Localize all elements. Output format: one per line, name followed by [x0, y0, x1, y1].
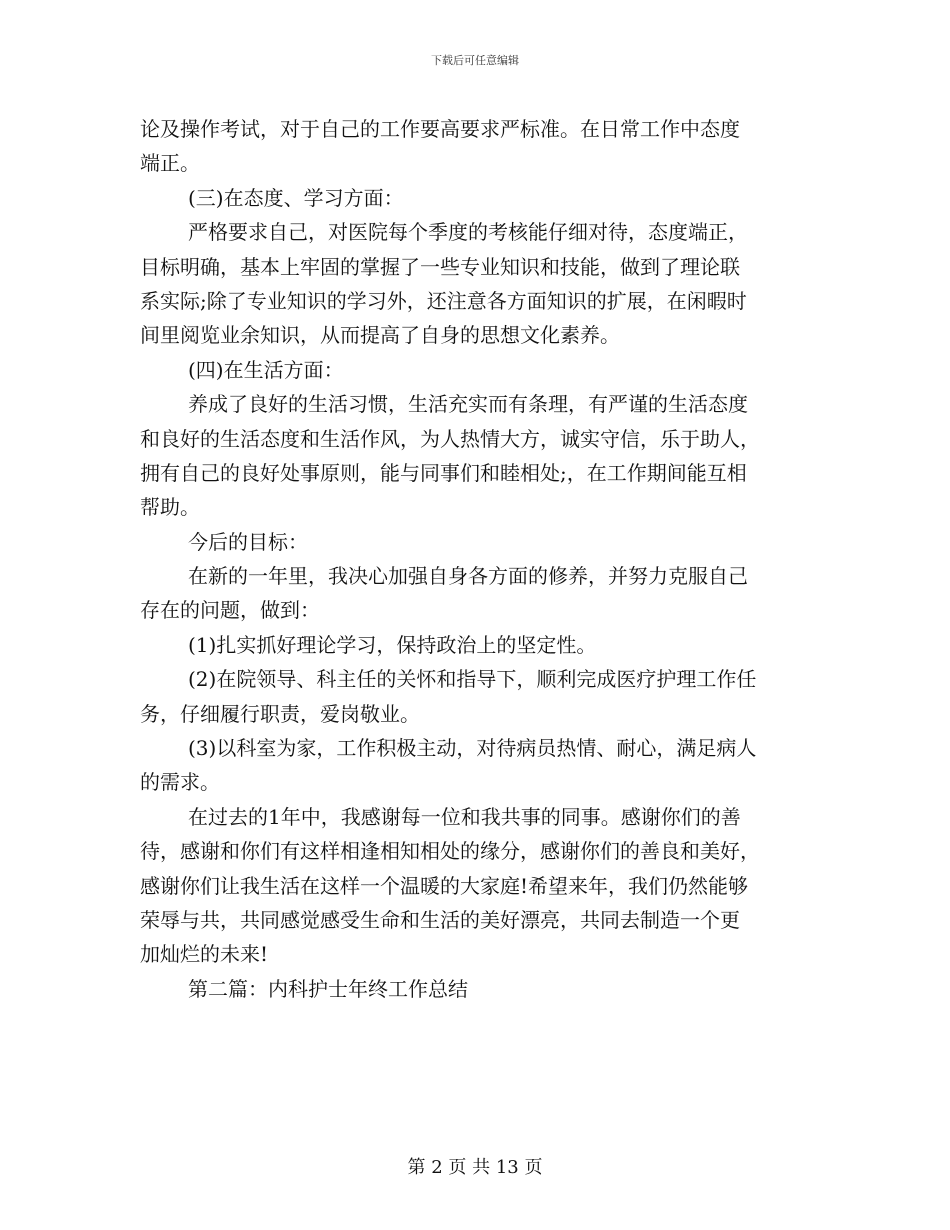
- text-line: 目标明确，基本上牢固的掌握了一些专业知识和技能，做到了理论联: [140, 254, 740, 279]
- text-line: 待，感谢和你们有这样相逢相知相处的缘分，感谢你们的善良和美好，: [140, 839, 760, 864]
- text-line: 荣辱与共，共同感觉感受生命和生活的美好漂亮，共同去制造一个更: [140, 907, 740, 932]
- text-line: (四)在生活方面：: [188, 357, 344, 382]
- text-line: 在新的一年里，我决心加强自身各方面的修养，并努力克服自己: [188, 564, 748, 589]
- text-line: 和良好的生活态度和生活作风，为人热情大方，诚实守信，乐于助人，: [140, 426, 760, 451]
- page-header: 下载后可任意编辑: [431, 54, 519, 67]
- text-line: (2)在院领导、科主任的关怀和指导下，顺利完成医疗护理工作任: [188, 667, 757, 692]
- text-line: 存在的问题，做到：: [140, 598, 320, 623]
- text-line: 系实际;除了专业知识的学习外，还注意各方面知识的扩展，在闲暇时: [140, 288, 747, 313]
- text-line: 论及操作考试，对于自己的工作要高要求严标准。在日常工作中态度: [140, 117, 740, 141]
- text-line: 今后的目标：: [188, 529, 308, 554]
- text-line: (1)扎实抓好理论学习，保持政治上的坚定性。: [188, 632, 597, 657]
- text-line: 间里阅览业余知识，从而提高了自身的思想文化素养。: [140, 323, 620, 348]
- text-line: 感谢你们让我生活在这样一个温暖的大家庭!希望来年，我们仍然能够: [140, 873, 749, 898]
- text-line: 务，仔细履行职责，爱岗敬业。: [140, 701, 420, 726]
- text-line: 端正。: [140, 151, 200, 176]
- text-line: 严格要求自己，对医院每个季度的考核能仔细对待，态度端正，: [188, 220, 748, 245]
- text-line: 加灿烂的未来!: [140, 942, 269, 967]
- text-line: 拥有自己的良好处事原则，能与同事们和睦相处;，在工作期间能互相: [140, 460, 747, 485]
- text-line: 第二篇：内科护士年终工作总结: [188, 976, 468, 1001]
- document-body: [140, 112, 820, 1006]
- text-line: 帮助。: [140, 495, 200, 520]
- text-line: (3)以科室为家，工作积极主动，对待病员热情、耐心，满足病人: [188, 736, 757, 761]
- text-line: 的需求。: [140, 770, 220, 795]
- text-line: 养成了良好的生活习惯，生活充实而有条理，有严谨的生活态度: [188, 392, 748, 417]
- text-line: 在过去的1年中，我感谢每一位和我共事的同事。感谢你们的善: [188, 804, 741, 829]
- text-line: (三)在态度、学习方面：: [188, 185, 404, 210]
- page-footer: 第 2 页 共 13 页: [407, 1157, 543, 1178]
